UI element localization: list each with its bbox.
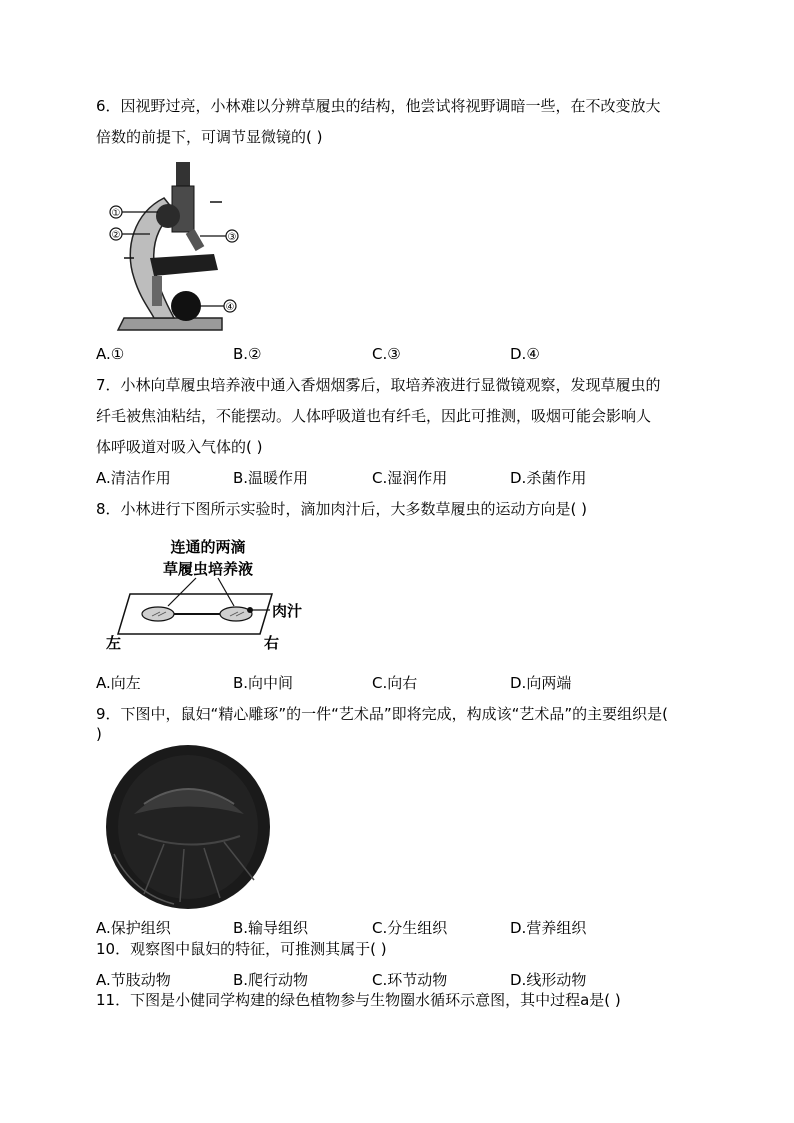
q8-stem-line-1: 8．小林进行下图所示实验时，滴加肉汁后，大多数草履虫的运动方向是( ) (96, 500, 588, 518)
paramecium-experiment-figure (100, 534, 320, 658)
figure-label-culture: 草履虫培养液 (162, 560, 254, 578)
q11-stem-line-1: 11．下图是小健同学构建的绿色植物参与生物圈水循环示意图，其中过程a是( ) (96, 991, 621, 1009)
q10-option-c[interactable]: C.环节动物 (372, 971, 448, 989)
q9-stem-line-1: 9．下图中，鼠妇“精心雕琢”的一件“艺术品”即将完成，构成该“艺术品”的主要组织是( (96, 705, 669, 723)
q7-option-d[interactable]: D.杀菌作用 (510, 469, 587, 487)
figure-label-left: 左 (106, 634, 122, 652)
q6-stem-line-1: 6．因视野过亮，小林难以分辨草履虫的结构，他尝试将视野调暗一些，在不改变放大 (96, 97, 661, 115)
q7-stem-line-1: 7．小林向草履虫培养液中通入香烟烟雾后，取培养液进行显微镜观察，发现草履虫的 (96, 376, 661, 394)
q6-option-c[interactable]: C.③ (372, 345, 401, 363)
q8-option-b[interactable]: B.向中间 (233, 674, 294, 692)
q10-option-b[interactable]: B.爬行动物 (233, 971, 309, 989)
q10-stem-line-1: 10．观察图中鼠妇的特征，可推测其属于( ) (96, 940, 387, 958)
figure-label-meat-juice: 肉汁 (272, 602, 303, 620)
woodlouse-photo (104, 744, 274, 912)
microscope-label-1: ① (111, 208, 121, 219)
q7-stem-line-3: 体呼吸道对吸入气体的( ) (96, 438, 263, 456)
q9-option-a[interactable]: A.保护组织 (96, 919, 171, 937)
microscope-label-2: ② (111, 230, 121, 241)
microscope-figure (104, 158, 254, 336)
q8-option-c[interactable]: C.向右 (372, 674, 418, 692)
q9-option-c[interactable]: C.分生组织 (372, 919, 448, 937)
q9-option-d[interactable]: D.营养组织 (510, 919, 587, 937)
q10-option-a[interactable]: A.节肢动物 (96, 971, 171, 989)
q6-option-a[interactable]: A.① (96, 345, 125, 363)
q7-option-c[interactable]: C.湿润作用 (372, 469, 448, 487)
microscope-label-4: ④ (225, 302, 235, 313)
figure-label-connected-drops: 连通的两滴 (170, 538, 246, 556)
q6-option-b[interactable]: B.② (233, 345, 262, 363)
q10-option-d[interactable]: D.线形动物 (510, 971, 587, 989)
q6-stem-line-2: 倍数的前提下，可调节显微镜的( ) (96, 128, 323, 146)
q9-option-b[interactable]: B.输导组织 (233, 919, 309, 937)
microscope-label-3: ③ (227, 232, 237, 243)
q7-option-a[interactable]: A.清洁作用 (96, 469, 171, 487)
q8-option-d[interactable]: D.向两端 (510, 674, 572, 692)
q7-stem-line-2: 纤毛被焦油粘结，不能摆动。人体呼吸道也有纤毛，因此可推测，吸烟可能会影响人 (96, 407, 652, 425)
q9-stem-line-2: ) (96, 725, 102, 743)
figure-label-right: 右 (264, 634, 280, 652)
q8-option-a[interactable]: A.向左 (96, 674, 141, 692)
q7-option-b[interactable]: B.温暖作用 (233, 469, 309, 487)
q6-option-d[interactable]: D.④ (510, 345, 540, 363)
